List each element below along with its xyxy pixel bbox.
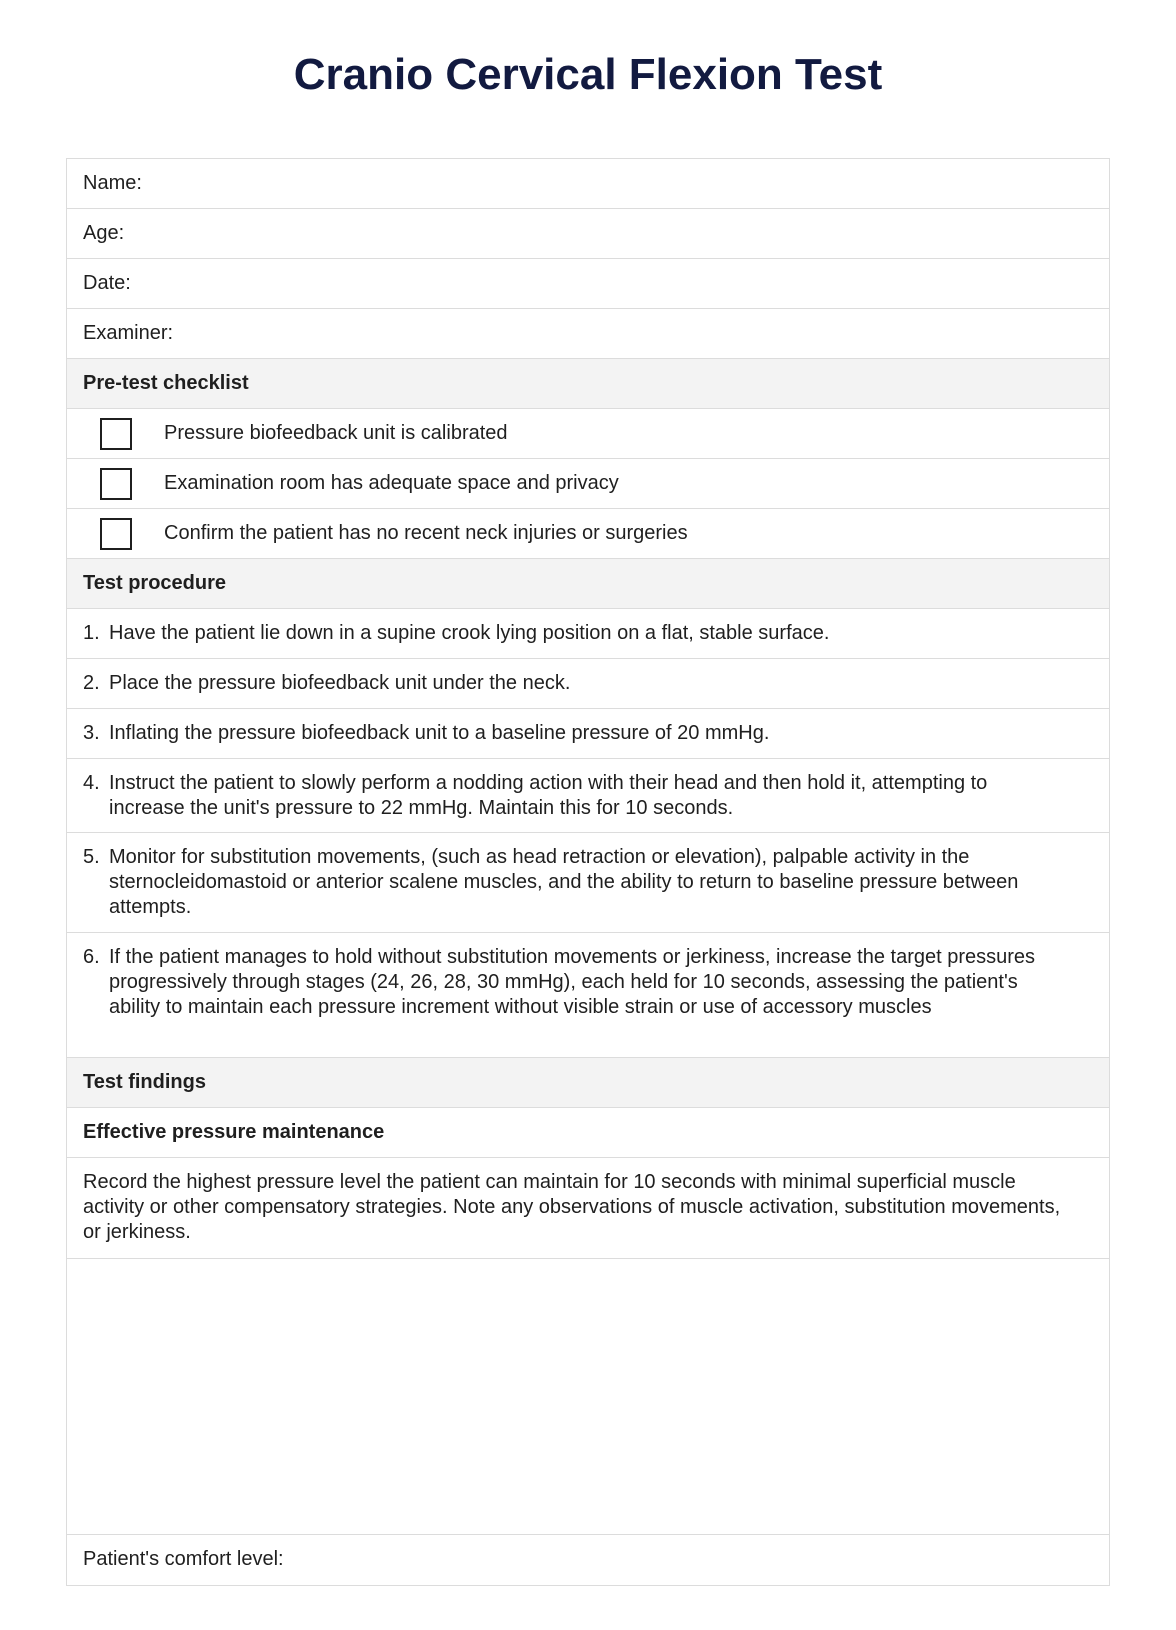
findings-subheading: Effective pressure maintenance — [67, 1108, 1109, 1158]
name-field[interactable] — [67, 159, 1109, 209]
step-text: Inflating the pressure biofeedback unit to a baseline pressure of 20 mmHg. — [109, 722, 770, 744]
step-text: Instruct the patient to slowly perform a nodding action with their head and then hold it, attempting to increase the unit's pressure to 22 mmHg. Maintain this for 10 seconds. — [109, 772, 988, 819]
step-number: 3. — [83, 722, 100, 744]
checkbox[interactable] — [100, 518, 132, 550]
page-title: Cranio Cervical Flexion Test — [293, 50, 883, 99]
examiner-field[interactable] — [67, 309, 1109, 359]
date-field[interactable] — [67, 259, 1109, 309]
checklist-item — [67, 509, 1109, 559]
checkbox[interactable] — [100, 468, 132, 500]
assessment-form — [66, 158, 1110, 1586]
checklist-item — [67, 459, 1109, 509]
procedure-step — [67, 833, 1109, 933]
procedure-step — [67, 609, 1109, 659]
step-text: If the patient manages to hold without substitution movements or jerkiness, increase the target pressures progressively through stages (24, 26, 28, 30 mmHg), each held for 10 seconds, assessing the patient's ability to maintain each pressure increment without visible strain or use of accessory muscles — [109, 946, 1036, 1018]
age-label: Age: — [83, 222, 125, 244]
step-text: Monitor for substitution movements, (such as head retraction or elevation), palpable activity in the sternocleidomastoid or anterior scalene muscles, and the ability to return to baseline pressure between attempts. — [109, 846, 1019, 918]
checklist-heading: Pre-test checklist — [67, 359, 1109, 409]
checklist-item-label: Confirm the patient has no recent neck injuries or surgeries — [164, 522, 688, 544]
step-text: Place the pressure biofeedback unit under the neck. — [109, 672, 571, 694]
checklist-item — [67, 409, 1109, 459]
procedure-heading: Test procedure — [67, 559, 1109, 609]
age-field[interactable] — [67, 209, 1109, 259]
procedure-step — [67, 709, 1109, 759]
step-number: 2. — [83, 672, 100, 694]
checkbox[interactable] — [100, 418, 132, 450]
procedure-step — [67, 759, 1109, 833]
comfort-level-field[interactable] — [67, 1535, 1109, 1585]
examiner-label: Examiner: — [83, 322, 174, 344]
step-number: 4. — [83, 772, 100, 794]
name-label: Name: — [83, 172, 142, 194]
findings-heading: Test findings — [67, 1058, 1109, 1108]
findings-notes-area[interactable] — [67, 1259, 1109, 1535]
date-label: Date: — [83, 272, 131, 294]
step-number: 5. — [83, 846, 100, 868]
step-number: 6. — [83, 946, 100, 968]
procedure-step — [67, 659, 1109, 709]
comfort-level-label: Patient's comfort level: — [83, 1548, 284, 1570]
step-text: Have the patient lie down in a supine crook lying position on a flat, stable surface. — [109, 622, 830, 644]
procedure-step — [67, 933, 1109, 1058]
checklist-item-label: Examination room has adequate space and privacy — [164, 472, 619, 494]
checklist-item-label: Pressure biofeedback unit is calibrated — [164, 422, 508, 444]
findings-description: Record the highest pressure level the patient can maintain for 10 seconds with minimal superficial muscle activity or other compensatory strategies. Note any observations of muscle activation, substitution movements, or jerkiness. — [67, 1158, 1109, 1259]
step-number: 1. — [83, 622, 100, 644]
